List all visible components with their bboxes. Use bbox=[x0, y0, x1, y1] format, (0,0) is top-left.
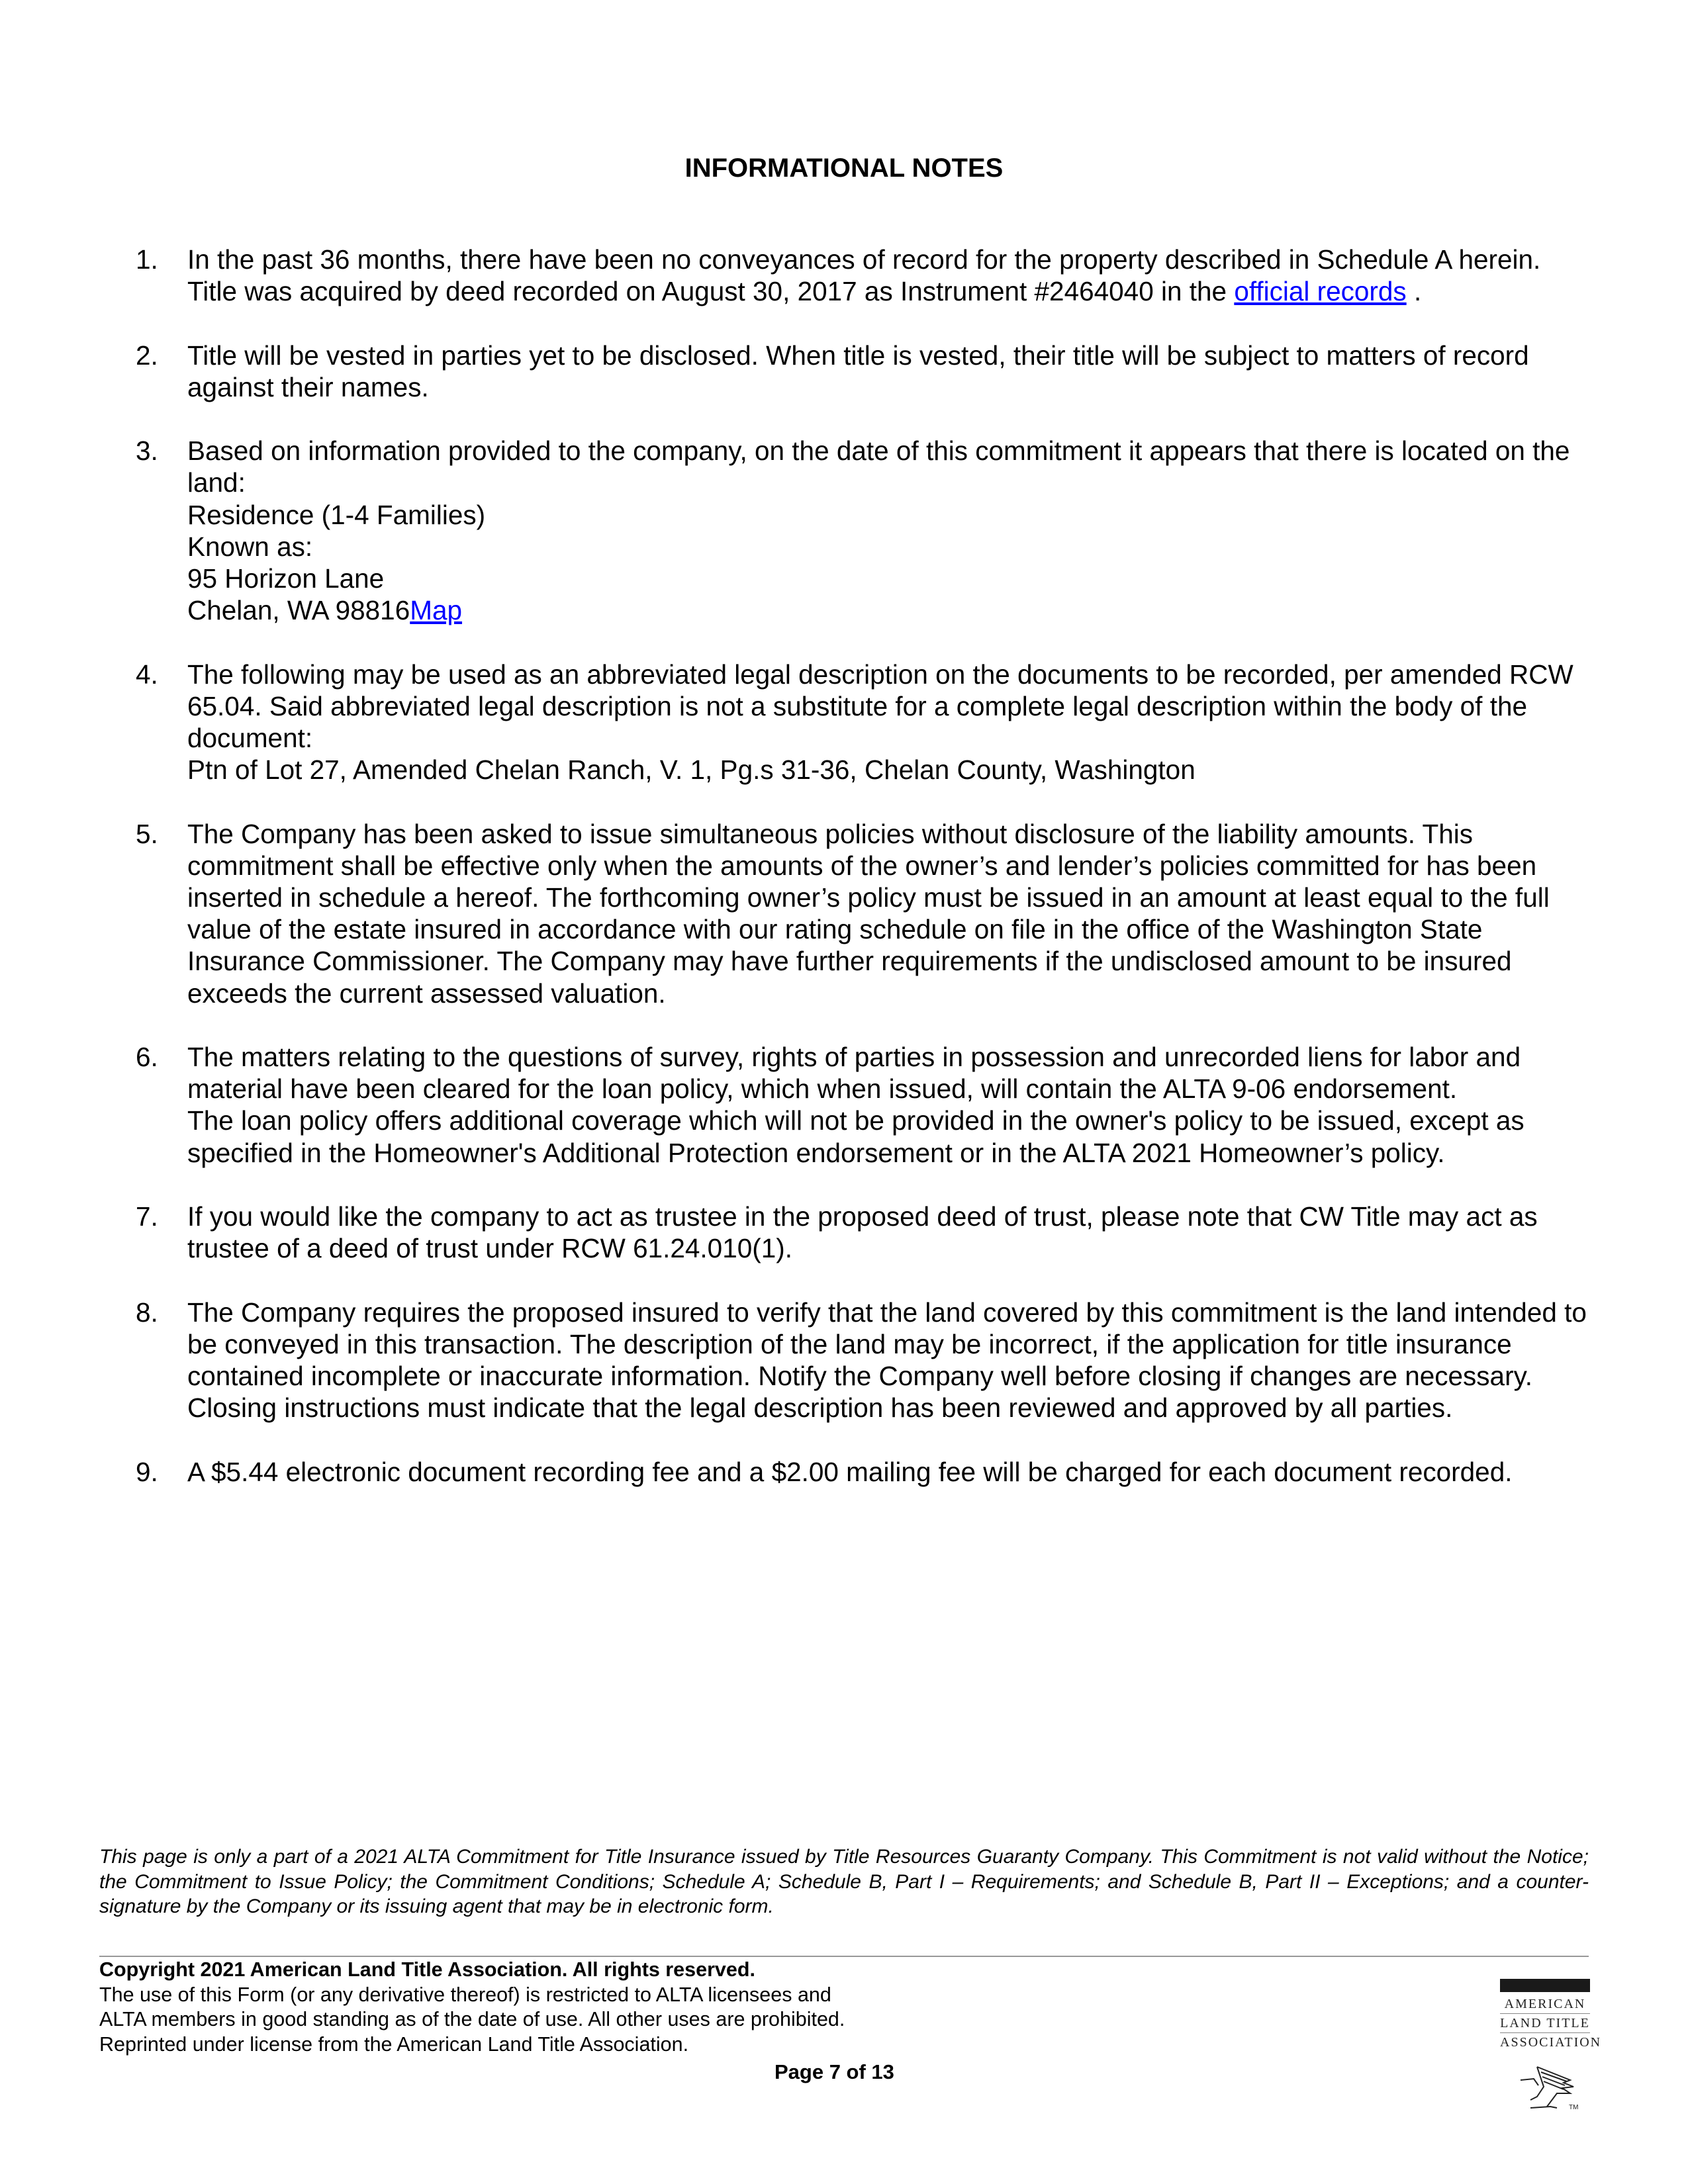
informational-notes-list bbox=[136, 244, 1592, 1520]
note-4 bbox=[136, 659, 1592, 786]
note-text: The Company requires the proposed insured to verify that the land covered by this commitment is the land intended to be conveyed in this transaction. The description of the land may be incorrect, if the application for title insurance contained incomplete or inaccurate information. Notify the Company well before closing if changes are necessary. Closing instructions must indicate that the legal description has been reviewed and approved by all parties. bbox=[187, 1297, 1587, 1424]
note-number: 4. bbox=[136, 659, 158, 690]
note-number: 8. bbox=[136, 1297, 158, 1328]
alta-logo bbox=[1500, 1979, 1602, 2116]
note-text: The matters relating to the questions of survey, rights of parties in possession and unrecorded liens for labor and material have been cleared for the loan policy, which when issued, will contain the ALTA 9-06 endorsement. bbox=[187, 1042, 1521, 1105]
logo-line-3: ASSOCIATION bbox=[1500, 2035, 1602, 2050]
address-line-1: 95 Horizon Lane bbox=[187, 563, 385, 594]
note-number: 1. bbox=[136, 244, 158, 275]
note-5 bbox=[136, 818, 1592, 1009]
note-8 bbox=[136, 1297, 1592, 1424]
note-1 bbox=[136, 244, 1592, 307]
note-text: In the past 36 months, there have been no conveyances of record for the property described in Schedule A herein. Title was acquired by deed recorded on August 30, 2017 as Instrument #2464040 in the official records . bbox=[187, 244, 1541, 307]
note-2 bbox=[136, 340, 1592, 403]
footer-divider bbox=[99, 1956, 1589, 1957]
note-text: The following may be used as an abbreviated legal description on the documents to be recorded, per amended RCW 65.04. Said abbreviated legal description is not a substitute for a complete legal description within the body of the document: bbox=[187, 659, 1573, 753]
note-6 bbox=[136, 1041, 1592, 1169]
known-as-label: Known as: bbox=[187, 531, 313, 562]
note-9 bbox=[136, 1456, 1592, 1488]
logo-trademark: TM bbox=[1569, 2104, 1579, 2111]
copyright-notice: Copyright 2021 American Land Title Association. All rights reserved. bbox=[99, 1958, 755, 1981]
abbreviated-legal-description: Ptn of Lot 27, Amended Chelan Ranch, V. 1, Pg.s 31-36, Chelan County, Washington bbox=[187, 754, 1196, 786]
page-number: Page 7 of 13 bbox=[774, 2060, 894, 2083]
note-number: 6. bbox=[136, 1042, 158, 1072]
note-text: Based on information provided to the company, on the date of this commitment it appears that there is located on the land: bbox=[187, 435, 1570, 498]
note-text: A $5.44 electronic document recording fee and a $2.00 mailing fee will be charged for each document recorded. bbox=[187, 1456, 1513, 1487]
note-number: 7. bbox=[136, 1201, 158, 1232]
official-records-link[interactable]: official records bbox=[1234, 276, 1407, 307]
note-text: Title will be vested in parties yet to be disclosed. When title is vested, their title will be subject to matters of record against their names. bbox=[187, 340, 1529, 402]
logo-line-1: AMERICAN bbox=[1504, 1997, 1586, 2011]
note-text-continued: The loan policy offers additional coverage which will not be provided in the owner's policy to be issued, except as specified in the Homeowner's Additional Protection endorsement or in the ALTA 2021 Homeowner’s policy. bbox=[187, 1105, 1524, 1168]
note-number: 9. bbox=[136, 1456, 158, 1487]
license-line-3: Reprinted under license from the American Land Title Association. bbox=[99, 2032, 689, 2056]
note-number: 3. bbox=[136, 435, 158, 467]
note-7 bbox=[136, 1201, 1592, 1264]
note-text: The Company has been asked to issue simultaneous policies without disclosure of the liability amounts. This commitment shall be effective only when the amounts of the owner’s and lender’s policies committed for has been inserted in schedule a hereof. The forthcoming owner’s policy must be issued in an amount at least equal to the full value of the estate insured in accordance with our rating schedule on file in the office of the Washington State Insurance Commissioner. The Company may have further requirements if the undisclosed amount to be insured exceeds the current assessed valuation. bbox=[187, 818, 1550, 1009]
map-link[interactable]: Map bbox=[410, 595, 463, 626]
note-3 bbox=[136, 435, 1592, 626]
property-type: Residence (1-4 Families) bbox=[187, 499, 486, 530]
logo-line-2: LAND TITLE bbox=[1500, 2016, 1590, 2030]
note-text: If you would like the company to act as trustee in the proposed deed of trust, please note that CW Title may act as trustee of a deed of trust under RCW 61.24.010(1). bbox=[187, 1201, 1538, 1264]
logo-separator bbox=[1500, 2013, 1590, 2014]
copyright-block bbox=[99, 1958, 960, 2057]
logo-bar bbox=[1500, 1979, 1590, 1992]
address-line-2: Chelan, WA 98816Map bbox=[187, 595, 463, 626]
page-title: INFORMATIONAL NOTES bbox=[684, 154, 1004, 183]
footer-disclaimer: This page is only a part of a 2021 ALTA Commitment for Title Insurance issued by Title Resources Guaranty Company. This Commitment is not valid without the Notice; the Commitment to Issue Policy; the Commitment Conditions; Schedule A; Schedule B, Part I – Requirements; and Schedule B, Part II – Exceptions; and a counter-signature by the Company or its issuing agent that may be in electronic form. bbox=[99, 1846, 1589, 1917]
license-line-1: The use of this Form (or any derivative thereof) is restricted to ALTA licensees and bbox=[99, 1983, 831, 2006]
license-line-2: ALTA members in good standing as of the date of use. All other uses are prohibited. bbox=[99, 2008, 845, 2030]
note-number: 2. bbox=[136, 340, 158, 371]
logo-separator bbox=[1500, 2032, 1590, 2033]
eagle-icon bbox=[1517, 2060, 1590, 2116]
note-number: 5. bbox=[136, 818, 158, 849]
